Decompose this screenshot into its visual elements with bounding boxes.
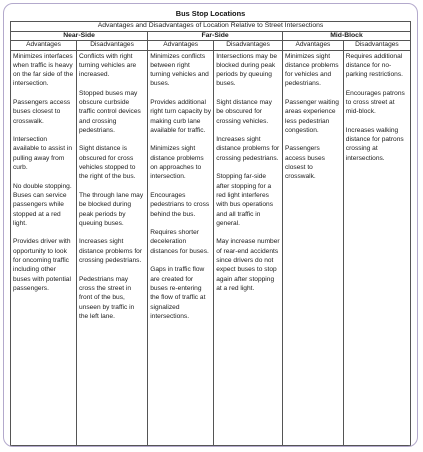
list-item: Minimizes interfaces when traffic is heavy on the far side of the intersection. [13,52,74,88]
near-side-disadvantages-cell [77,50,148,445]
mid-block-advantages-cell [282,50,343,445]
list-item: No double stopping. Buses can service passengers while stopped at a red light. [13,182,72,227]
list-item: Minimizes sight distance problems on approaches to intersection. [150,145,204,181]
list-item: Pedestrians may cross the street in front of the bus, unseen by traffic in the left lane. [79,275,135,320]
far-side-disadvantages-cell [214,50,283,445]
list-item: Gaps in traffic flow are created for buses re-entering the flow of traffic at signalized intersections. [150,266,206,320]
list-item: Increases sight distance problems for crossing pedestrians. [216,136,280,162]
mid-block-disadvantages-cell [343,50,410,445]
column-header: Disadvantages [77,41,148,51]
page-title: Bus Stop Locations [175,9,246,18]
list-item: The through lane may be blocked during peak periods by queuing buses. [79,191,144,227]
list-item: Conflicts with right turning vehicles are increased. [79,52,137,79]
list-item: Intersections may be blocked during peak periods by queuing buses. [216,52,278,88]
list-item: Requires additional distance for no-parking restrictions. [345,52,403,79]
list-item: Requires shorter deceleration distances for buses. [150,229,209,255]
list-item: Intersection available to assist in pulling away from curb. [13,136,73,172]
list-item: Passenger waiting areas experience less pedestrian congestion. [284,98,339,134]
column-header: Disadvantages [214,41,283,51]
list-item: May increase number of rear-end accidents since drivers do not expect buses to stop again after stopping at a red light. [216,238,280,292]
list-item: Passengers access buses closest to crosswalk. [13,98,71,125]
list-item: Provides additional right turn capacity by making curb lane available for traffic. [150,98,212,134]
bus-stop-table [10,21,411,446]
list-item: Provides driver with opportunity to look for oncoming traffic including other buses with potential passengers. [13,238,71,292]
far-side-advantages-cell [148,50,214,445]
list-item: Minimizes conflicts between right turning vehicles and buses. [150,52,209,88]
table-body-row [11,50,411,445]
group-header-mid-block: Mid-Block [282,31,410,41]
list-item: Minimizes sight distance problems for vehicles and pedestrians. [284,52,339,88]
list-item: Stopping far-side after stopping for a red light interferes with bus operations and all traffic in general. [216,173,274,227]
column-header: Disadvantages [343,41,410,51]
list-item: Increases walking distance for patrons crossing at intersections. [345,126,404,162]
list-item: Sight distance may be obscured for crossing vehicles. [216,98,272,125]
group-header-near-side: Near-Side [11,31,148,41]
table-frame [3,3,418,447]
list-item: Increases sight distance problems for crossing pedestrians. [79,238,143,265]
column-header: Advantages [282,41,343,51]
list-item: Passengers access buses closest to crosswalk. [284,145,325,181]
group-header-far-side: Far-Side [148,31,283,41]
list-item: Stopped buses may obscure curbside traffic control devices and crossing pedestrians. [79,89,141,134]
column-header: Advantages [11,41,77,51]
column-header: Advantages [148,41,214,51]
table-subtitle: Advantages and Disadvantages of Location Relative to Street Intersections [11,22,411,32]
list-item: Sight distance is obscured for cross vehicles stopped to the right of the bus. [79,145,136,181]
list-item: Encourages patrons to cross street at mid-block. [345,89,405,116]
list-item: Encourages pedestrians to cross behind the bus. [150,191,210,218]
near-side-advantages-cell [11,50,77,445]
